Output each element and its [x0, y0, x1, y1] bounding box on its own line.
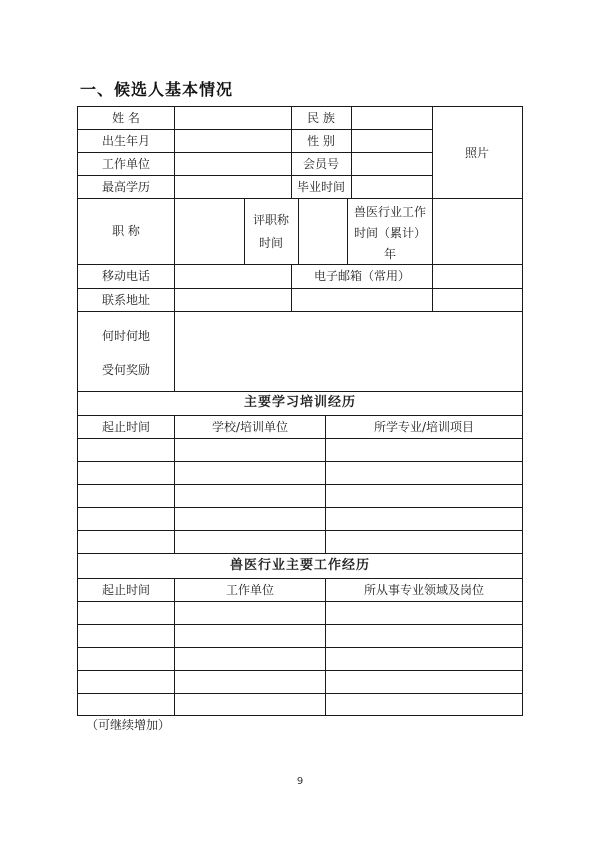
- graduation-time-field[interactable]: [352, 175, 432, 198]
- work-row-4-unit[interactable]: [175, 670, 325, 693]
- study-row-5-period[interactable]: [77, 530, 174, 553]
- label-vet-years-2: 时间（累计）: [353, 226, 427, 240]
- work-row-1-period[interactable]: [77, 601, 174, 624]
- study-row-3-major[interactable]: [326, 484, 523, 507]
- label-graduation-time: 毕业时间: [296, 180, 346, 194]
- study-header-school: 学校/培训单位: [211, 420, 289, 434]
- email-field[interactable]: [433, 264, 523, 288]
- study-row-4-school[interactable]: [175, 507, 325, 530]
- label-title: 职 称: [112, 224, 140, 238]
- work-row-4-period[interactable]: [77, 670, 174, 693]
- member-no-field[interactable]: [352, 152, 432, 175]
- work-header-unit: 工作单位: [225, 583, 275, 597]
- study-header-major: 所学专业/培训项目: [373, 420, 475, 434]
- work-row-5-field[interactable]: [326, 693, 523, 716]
- label-birth: 出生年月: [101, 134, 151, 148]
- work-row-2-unit[interactable]: [175, 624, 325, 647]
- study-row-3-school[interactable]: [175, 484, 325, 507]
- label-photo: 照片: [464, 146, 490, 160]
- study-row-2-period[interactable]: [77, 461, 174, 484]
- label-title-eval-time-2: 时间: [258, 236, 284, 250]
- work-section-title: 兽医行业主要工作经历: [229, 558, 371, 573]
- work-row-1-unit[interactable]: [175, 601, 325, 624]
- work-row-3-period[interactable]: [77, 647, 174, 670]
- label-member-no: 会员号: [302, 157, 340, 171]
- title-field[interactable]: [175, 198, 244, 264]
- mobile-field[interactable]: [175, 264, 291, 288]
- education-field[interactable]: [175, 175, 291, 198]
- label-email: 电子邮箱（常用）: [313, 269, 411, 283]
- label-work-unit: 工作单位: [101, 157, 151, 171]
- label-awards-1: 何时何地: [101, 329, 151, 343]
- continue-note: （可继续增加）: [86, 718, 171, 732]
- label-mobile: 移动电话: [101, 269, 151, 283]
- awards-field[interactable]: [175, 311, 523, 391]
- section-title: 一、候选人基本情况: [80, 80, 234, 99]
- study-row-5-school[interactable]: [175, 530, 325, 553]
- vet-years-field[interactable]: [433, 198, 523, 264]
- study-row-4-period[interactable]: [77, 507, 174, 530]
- address-field[interactable]: [175, 288, 523, 311]
- label-name: 姓 名: [112, 111, 140, 125]
- study-row-3-period[interactable]: [77, 484, 174, 507]
- label-education: 最高学历: [101, 180, 151, 194]
- work-header-period: 起止时间: [101, 583, 151, 597]
- study-header-period: 起止时间: [101, 420, 151, 434]
- work-row-5-period[interactable]: [77, 693, 174, 716]
- gender-field[interactable]: [352, 129, 432, 152]
- work-row-3-field[interactable]: [326, 647, 523, 670]
- ethnicity-field[interactable]: [352, 106, 432, 129]
- name-field[interactable]: [175, 106, 291, 129]
- work-header-field: 所从事专业领域及岗位: [363, 583, 485, 597]
- study-row-2-major[interactable]: [326, 461, 523, 484]
- study-row-1-major[interactable]: [326, 438, 523, 461]
- label-address: 联系地址: [101, 293, 151, 307]
- title-eval-time-field[interactable]: [299, 198, 347, 264]
- label-vet-years-1: 兽医行业工作: [353, 205, 427, 219]
- work-row-3-unit[interactable]: [175, 647, 325, 670]
- page-number: 9: [296, 776, 304, 787]
- work-row-2-field[interactable]: [326, 624, 523, 647]
- birth-field[interactable]: [175, 129, 291, 152]
- candidate-form: [77, 106, 523, 716]
- label-vet-years-3: 年: [383, 247, 397, 261]
- label-title-eval-time-1: 评职称: [252, 213, 290, 227]
- label-awards-2: 受何奖励: [101, 363, 151, 377]
- work-row-2-period[interactable]: [77, 624, 174, 647]
- study-row-4-major[interactable]: [326, 507, 523, 530]
- study-row-1-period[interactable]: [77, 438, 174, 461]
- work-row-1-field[interactable]: [326, 601, 523, 624]
- work-unit-field[interactable]: [175, 152, 291, 175]
- label-ethnicity: 民 族: [307, 111, 335, 125]
- study-row-1-school[interactable]: [175, 438, 325, 461]
- work-row-5-unit[interactable]: [175, 693, 325, 716]
- study-section-title: 主要学习培训经历: [243, 395, 357, 410]
- label-gender: 性 别: [307, 134, 335, 148]
- study-row-2-school[interactable]: [175, 461, 325, 484]
- work-row-4-field[interactable]: [326, 670, 523, 693]
- study-row-5-major[interactable]: [326, 530, 523, 553]
